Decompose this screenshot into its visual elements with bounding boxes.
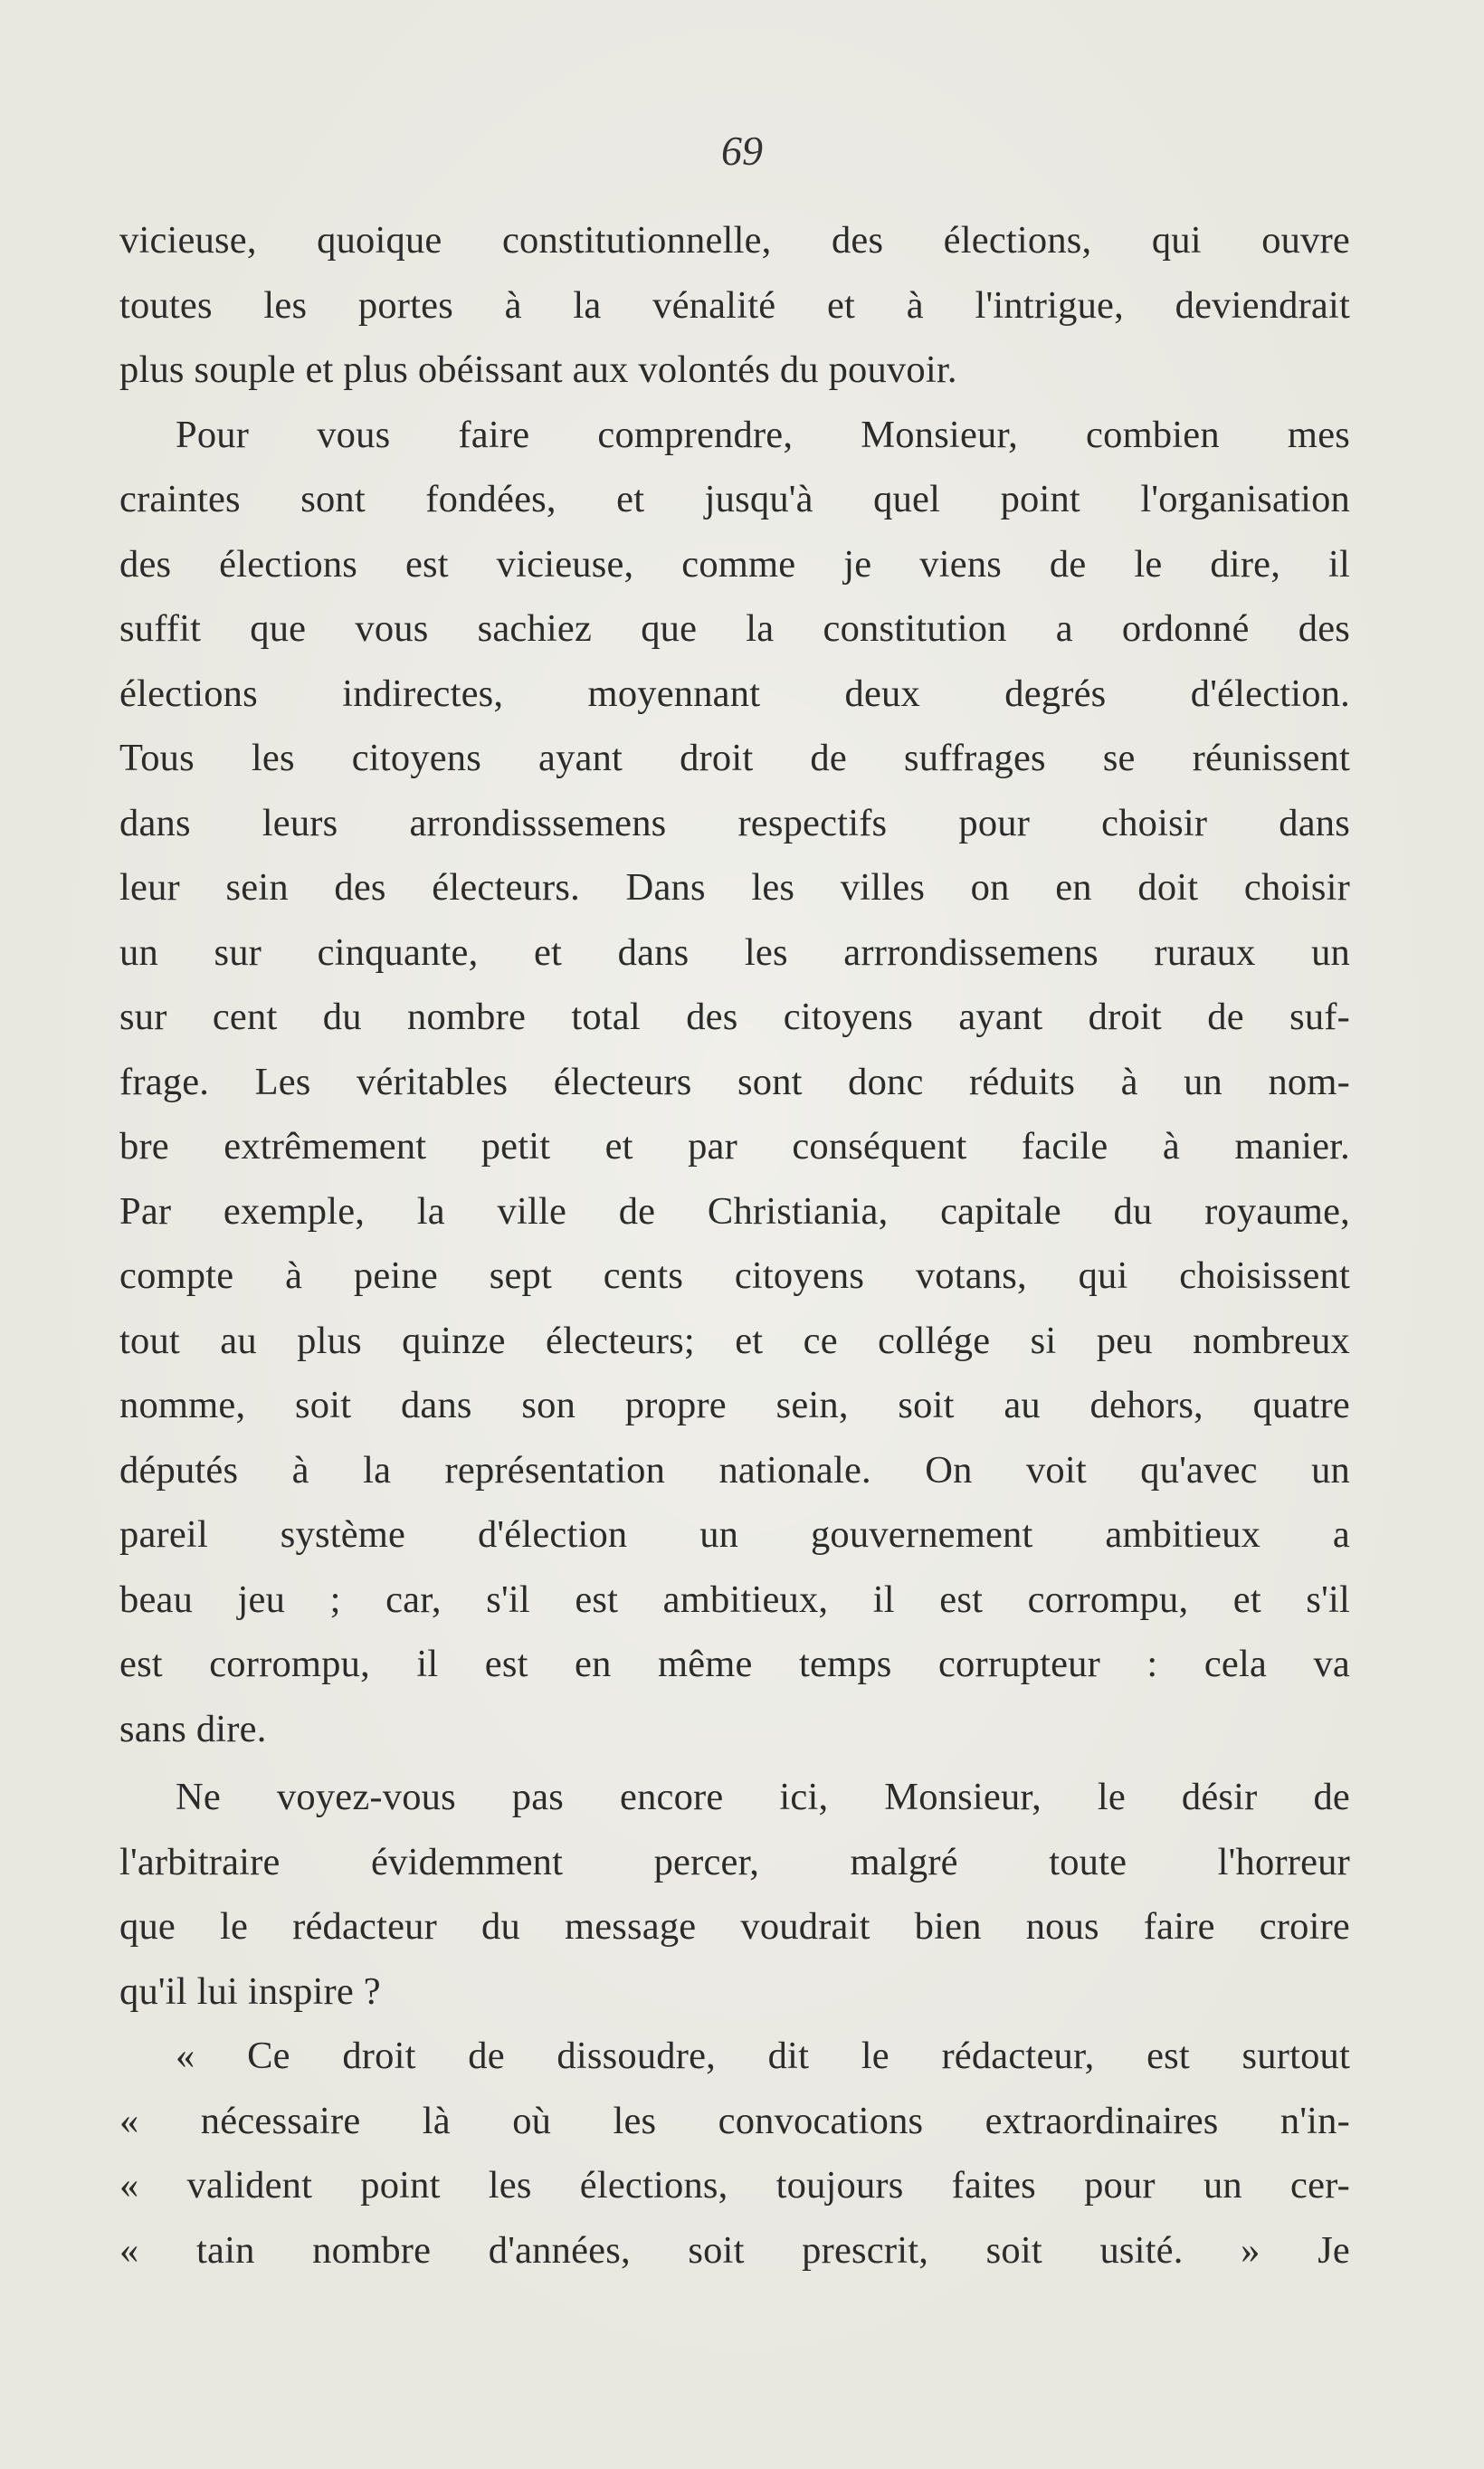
text-line: qu'il lui inspire ? [119,1969,381,2013]
text-line: bre extrêmement petit et par conséquent facile à manier. [119,1125,1350,1168]
text-line: craintes sont fondées, et jusqu'à quel point l'organisation [119,478,1350,520]
text-line: l'arbitraire évidemment percer, malgré toute l'horreur [119,1840,1350,1883]
text-line: plus souple et plus obéissant aux volontés du pouvoir. [119,348,957,391]
text-line: beau jeu ; car, s'il est ambitieux, il est corrompu, et s'il [119,1578,1350,1621]
text-line: suffit que vous sachiez que la constitution a ordonné des [119,607,1350,650]
quote-line: « nécessaire là où les convocations extraordinaires n'in- [119,2099,1350,2142]
quote-line: « tain nombre d'années, soit prescrit, soit usité. » Je [119,2228,1350,2272]
text-line: Par exemple, la ville de Christiania, capitale du royaume, [119,1189,1350,1233]
body-text [119,208,1350,2283]
text-line: nomme, soit dans son propre sein, soit au dehors, quatre [119,1384,1350,1426]
text-line: députés à la représentation nationale. On voit qu'avec un [119,1448,1350,1492]
text-line: toutes les portes à la vénalité et à l'intrigue, deviendrait [119,283,1350,327]
text-line: est corrompu, il est en même temps corrupteur : cela va [119,1643,1350,1685]
paragraph-start-line: Ne voyez-vous pas encore ici, Monsieur, le désir de [176,1776,1350,1818]
text-line: vicieuse, quoique constitutionnelle, des élections, qui ouvre [119,219,1350,262]
quote-start-line: « Ce droit de dissoudre, dit le rédacteur, est surtout [176,2035,1350,2077]
text-line: tout au plus quinze électeurs; et ce collége si peu nombreux [119,1319,1350,1362]
text-line: sans dire. [119,1707,267,1750]
text-line: sur cent du nombre total des citoyens ayant droit de suf- [119,996,1350,1038]
text-line: pareil système d'élection un gouvernement ambitieux a [119,1513,1350,1556]
text-line: leur sein des électeurs. Dans les villes on en doit choisir [119,866,1350,909]
quote-line: « valident point les élections, toujours faites pour un cer- [119,2164,1350,2207]
text-line: des élections est vicieuse, comme je viens de le dire, il [119,542,1350,586]
text-line: élections indirectes, moyennant deux degrés d'élection. [119,672,1350,715]
text-line: Tous les citoyens ayant droit de suffrages se réunissent [119,737,1350,779]
text-line: que le rédacteur du message voudrait bien nous faire croire [119,1905,1350,1948]
paragraph-start-line: Pour vous faire comprendre, Monsieur, combien mes [176,413,1350,456]
page-number: 69 [721,128,763,174]
text-line: dans leurs arrondisssemens respectifs pour choisir dans [119,801,1350,844]
text-line: un sur cinquante, et dans les arrrondissemens ruraux un [119,930,1350,974]
text-line: frage. Les véritables électeurs sont donc réduits à un nom- [119,1060,1350,1103]
text-line: compte à peine sept cents citoyens votans, qui choisissent [119,1254,1350,1297]
